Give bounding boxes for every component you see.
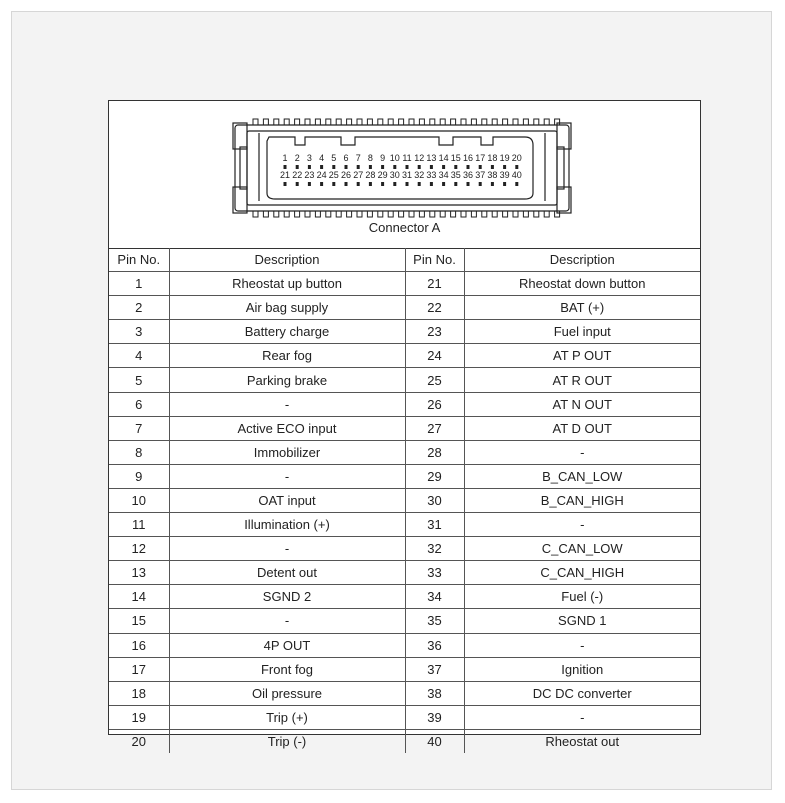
pin-contact — [406, 182, 409, 186]
pin-contact — [369, 182, 372, 186]
header-description: Description — [169, 248, 405, 272]
table-row — [109, 416, 700, 440]
pin-label: 18 — [487, 153, 498, 163]
connector-latch-tooth — [482, 211, 487, 217]
pin-number-cell: 9 — [109, 464, 169, 488]
table-row — [109, 368, 700, 392]
connector-latch-tooth — [284, 119, 289, 125]
pin-label: 5 — [331, 153, 337, 163]
description-cell: - — [464, 705, 700, 729]
description-cell: Trip (+) — [169, 705, 405, 729]
pin-number-cell: 20 — [109, 729, 169, 753]
pin-label: 23 — [304, 170, 315, 180]
pin-label: 17 — [475, 153, 486, 163]
pin-number-cell: 16 — [109, 633, 169, 657]
description-cell: - — [169, 609, 405, 633]
pin-contact — [320, 165, 323, 169]
pin-number-cell: 14 — [109, 585, 169, 609]
pin-label: 30 — [389, 170, 400, 180]
connector-latch-tooth — [544, 119, 549, 125]
connector-latch-tooth — [347, 211, 352, 217]
pin-contact — [296, 165, 299, 169]
pin-number-cell: 8 — [109, 440, 169, 464]
description-cell: Rheostat out — [545, 733, 620, 749]
connector-latch-tooth — [503, 119, 508, 125]
pin-label: 8 — [367, 153, 373, 163]
pin-number-cell: 13 — [109, 561, 169, 585]
connector-latch-tooth — [367, 119, 372, 125]
pin-label: 21 — [279, 170, 291, 180]
description-cell: 4P OUT — [169, 633, 405, 657]
description-cell: Trip (-) — [169, 729, 405, 753]
pin-contact — [381, 182, 384, 186]
connector-latch-tooth — [544, 211, 549, 217]
pin-label: 25 — [328, 170, 339, 180]
pin-contact — [454, 165, 457, 169]
connector-latch-tooth — [378, 119, 383, 125]
pin-number-cell: 29 — [405, 464, 464, 488]
pin-number-cell: 2 — [109, 296, 169, 320]
description-cell: - — [464, 633, 700, 657]
pin-contact — [503, 165, 506, 169]
connector-latch-tooth — [534, 211, 539, 217]
pin-contact — [332, 182, 335, 186]
connector-latch-tooth — [305, 211, 310, 217]
pin-label: 38 — [487, 170, 498, 180]
pin-contact — [467, 182, 470, 186]
pin-contact — [308, 182, 311, 186]
pinout-table — [109, 248, 700, 753]
description-cell: - — [464, 440, 700, 464]
table-row — [109, 344, 700, 368]
connector-latch-tooth — [336, 211, 341, 217]
pin-label: 15 — [450, 153, 461, 163]
pin-contact — [418, 182, 421, 186]
connector-latch-tooth — [482, 119, 487, 125]
connector-latch-tooth — [347, 119, 352, 125]
connector-latch-tooth — [513, 211, 518, 217]
connector-diagram — [109, 101, 700, 221]
connector-latch-tooth — [430, 211, 435, 217]
table-row — [109, 729, 700, 753]
description-cell: AT D OUT — [464, 416, 700, 440]
pin-label: 7 — [355, 153, 361, 163]
pin-label: 32 — [414, 170, 425, 180]
pin-contact — [332, 165, 335, 169]
pin-label: 22 — [292, 170, 303, 180]
pin-contact — [296, 182, 299, 186]
pin-label: 24 — [316, 170, 327, 180]
description-cell: Rear fog — [169, 344, 405, 368]
pin-contact — [381, 165, 384, 169]
pin-label: 4 — [319, 153, 325, 163]
table-row — [109, 296, 700, 320]
description-cell: DC DC converter — [464, 681, 700, 705]
header-pin-no: Pin No. — [405, 248, 464, 272]
connector-latch-tooth — [378, 211, 383, 217]
connector-latch-tooth — [295, 119, 300, 125]
connector-latch-tooth — [461, 119, 466, 125]
pin-label: 40 — [511, 170, 522, 180]
pin-number-cell: 17 — [109, 657, 169, 681]
connector-latch-tooth — [284, 211, 289, 217]
pin-number-cell: 39 — [405, 705, 464, 729]
pin-label: 2 — [294, 153, 300, 163]
description-cell: C_CAN_LOW — [464, 537, 700, 561]
pin-contact — [491, 182, 494, 186]
pin-contact — [515, 182, 518, 186]
pin-number-cell: 37 — [405, 657, 464, 681]
connector-latch-tooth — [253, 119, 258, 125]
connector-caption: Connector A — [368, 220, 441, 235]
connector-latch-tooth — [263, 119, 268, 125]
pin-contact — [284, 182, 287, 186]
pin-contact — [345, 165, 348, 169]
pinout-document — [108, 100, 701, 749]
description-cell: SGND 2 — [169, 585, 405, 609]
description-cell: Oil pressure — [169, 681, 405, 705]
description-cell: Fuel (-) — [464, 585, 700, 609]
pin-label: 37 — [475, 170, 486, 180]
header-pin-no: Pin No. — [109, 248, 169, 272]
pin-label: 19 — [499, 153, 510, 163]
pin-number-cell: 27 — [405, 416, 464, 440]
table-row — [109, 657, 700, 681]
pin-contact — [479, 182, 482, 186]
description-cell: Battery charge — [169, 320, 405, 344]
pin-contact — [357, 165, 360, 169]
pin-contact — [284, 165, 287, 169]
table-row — [109, 392, 700, 416]
connector-latch-tooth — [430, 119, 435, 125]
pin-number-cell: 25 — [405, 368, 464, 392]
description-cell: BAT (+) — [464, 296, 700, 320]
pin-number-cell: 19 — [109, 705, 169, 729]
description-cell: Detent out — [169, 561, 405, 585]
pin-label: 26 — [340, 170, 352, 180]
description-cell: - — [169, 537, 405, 561]
pin-contact — [406, 165, 409, 169]
pin-contact — [357, 182, 360, 186]
pin-number-cell: 34 — [405, 585, 464, 609]
pin-label: 28 — [365, 170, 376, 180]
pin-contact — [418, 165, 421, 169]
connector-latch-tooth — [315, 211, 320, 217]
description-cell: - — [169, 464, 405, 488]
pin-contact — [442, 182, 445, 186]
table-row — [109, 705, 700, 729]
pin-label: 39 — [499, 170, 510, 180]
table-row — [109, 585, 700, 609]
connector-latch-tooth — [523, 211, 528, 217]
connector-latch-tooth — [471, 211, 476, 217]
pin-contact — [308, 165, 311, 169]
table-row — [109, 537, 700, 561]
connector-latch-tooth — [357, 211, 362, 217]
pin-label: 11 — [402, 153, 412, 163]
description-cell: OAT input — [169, 488, 405, 512]
pin-label: 10 — [389, 153, 400, 163]
connector-latch-tooth — [274, 119, 279, 125]
pin-contact — [393, 165, 396, 169]
connector-latch-tooth — [388, 119, 393, 125]
connector-latch-tooth — [274, 211, 279, 217]
connector-latch-tooth — [419, 119, 424, 125]
pin-contact — [491, 165, 494, 169]
table-row — [109, 609, 700, 633]
pin-contact — [454, 182, 457, 186]
pin-number-cell: 36 — [405, 633, 464, 657]
pin-number-cell: 5 — [109, 368, 169, 392]
pin-label: 13 — [426, 153, 437, 163]
description-cell: Rheostat up button — [169, 272, 405, 296]
connector-latch-tooth — [399, 211, 404, 217]
table-row — [109, 681, 700, 705]
connector-latch-tooth — [534, 119, 539, 125]
connector-latch-tooth — [492, 211, 497, 217]
connector-latch-tooth — [513, 119, 518, 125]
pin-number-cell: 35 — [405, 609, 464, 633]
pin-label: 6 — [343, 153, 349, 163]
description-cell: Illumination (+) — [169, 513, 405, 537]
pin-number-cell: 28 — [405, 440, 464, 464]
table-row — [109, 633, 700, 657]
pin-number-cell: 4 — [109, 344, 169, 368]
pin-contact — [515, 165, 518, 169]
pin-contact — [430, 165, 433, 169]
connector-latch-tooth — [461, 211, 466, 217]
pin-number-cell: 26 — [405, 392, 464, 416]
pin-contact — [442, 165, 445, 169]
connector-latch-tooth — [263, 211, 268, 217]
pin-label: 36 — [462, 170, 474, 180]
table-row — [109, 464, 700, 488]
pin-label: 35 — [450, 170, 461, 180]
pin-label: 31 — [401, 170, 413, 180]
pin-number-cell: 22 — [405, 296, 464, 320]
pin-label: 1 — [282, 153, 288, 163]
connector-latch-tooth — [295, 211, 300, 217]
pin-contact — [393, 182, 396, 186]
connector-latch-tooth — [388, 211, 393, 217]
description-cell: AT P OUT — [464, 344, 700, 368]
connector-figure — [109, 101, 700, 249]
pin-label: 3 — [306, 153, 312, 163]
pin-label: 33 — [426, 170, 437, 180]
pin-label: 20 — [511, 153, 522, 163]
pin-label: 14 — [438, 153, 449, 163]
connector-latch-tooth — [367, 211, 372, 217]
pin-contact — [479, 165, 482, 169]
connector-latch-tooth — [451, 119, 456, 125]
pin-number-cell: 31 — [405, 513, 464, 537]
description-cell: Fuel input — [464, 320, 700, 344]
connector-latch-tooth — [409, 119, 414, 125]
description-cell: Parking brake — [169, 368, 405, 392]
description-cell: Rheostat down button — [464, 272, 700, 296]
pin-number-cell: 15 — [109, 609, 169, 633]
connector-latch-tooth — [253, 211, 258, 217]
table-row — [109, 272, 700, 296]
pin-contact — [503, 182, 506, 186]
description-cell: Front fog — [169, 657, 405, 681]
table-header-row — [109, 248, 700, 272]
pin-label: 34 — [438, 170, 449, 180]
connector-latch-tooth — [523, 119, 528, 125]
pin-label: 29 — [377, 170, 388, 180]
table-row — [109, 440, 700, 464]
description-cell: Air bag supply — [169, 296, 405, 320]
pin-number-cell: 23 — [405, 320, 464, 344]
connector-latch-tooth — [326, 211, 331, 217]
pin-label: 27 — [353, 170, 364, 180]
description-cell: - — [464, 513, 700, 537]
description-cell: Immobilizer — [169, 440, 405, 464]
connector-latch-tooth — [305, 119, 310, 125]
table-row — [109, 513, 700, 537]
table-row — [109, 320, 700, 344]
pin-number-cell: 33 — [405, 561, 464, 585]
description-cell: SGND 1 — [464, 609, 700, 633]
pin-number-cell: 3 — [109, 320, 169, 344]
pin-contact — [369, 165, 372, 169]
connector-latch-tooth — [503, 211, 508, 217]
description-cell: Active ECO input — [169, 416, 405, 440]
pin-contact — [345, 182, 348, 186]
connector-latch-tooth — [399, 119, 404, 125]
pin-label: 12 — [414, 153, 425, 163]
connector-latch-tooth — [357, 119, 362, 125]
pin-number-cell: 21 — [405, 272, 464, 296]
description-cell: AT R OUT — [464, 368, 700, 392]
pin-number-cell: 32 — [405, 537, 464, 561]
pin-contact — [430, 182, 433, 186]
connector-latch-tooth — [315, 119, 320, 125]
pin-label: 16 — [462, 153, 474, 163]
connector-latch-tooth — [492, 119, 497, 125]
table-row — [109, 488, 700, 512]
pin-number-cell: 12 — [109, 537, 169, 561]
connector-latch-tooth — [409, 211, 414, 217]
description-cell: C_CAN_HIGH — [464, 561, 700, 585]
pin-number-cell: 7 — [109, 416, 169, 440]
connector-latch-tooth — [336, 119, 341, 125]
pin-number-cell: 1 — [109, 272, 169, 296]
description-cell: AT N OUT — [464, 392, 700, 416]
connector-latch-tooth — [471, 119, 476, 125]
connector-latch-tooth — [326, 119, 331, 125]
table-row — [109, 561, 700, 585]
description-cell: Ignition — [464, 657, 700, 681]
pin-number-cell: 40 — [405, 729, 464, 753]
pin-contact — [467, 165, 470, 169]
description-cell: - — [169, 392, 405, 416]
pin-number-cell: 11 — [109, 513, 169, 537]
pin-label: 9 — [380, 153, 386, 163]
connector-latch-tooth — [451, 211, 456, 217]
pin-number-cell: 18 — [109, 681, 169, 705]
connector-latch-tooth — [440, 119, 445, 125]
description-cell: B_CAN_LOW — [464, 464, 700, 488]
pin-number-cell: 10 — [109, 488, 169, 512]
connector-latch-tooth — [419, 211, 424, 217]
pin-contact — [320, 182, 323, 186]
description-cell: B_CAN_HIGH — [464, 488, 700, 512]
pin-number-cell: 38 — [405, 681, 464, 705]
header-description: Description — [464, 248, 700, 272]
pin-number-cell: 24 — [405, 344, 464, 368]
page-frame — [11, 11, 772, 790]
connector-latch-tooth — [440, 211, 445, 217]
pin-number-cell: 6 — [109, 392, 169, 416]
pin-number-cell: 30 — [405, 488, 464, 512]
